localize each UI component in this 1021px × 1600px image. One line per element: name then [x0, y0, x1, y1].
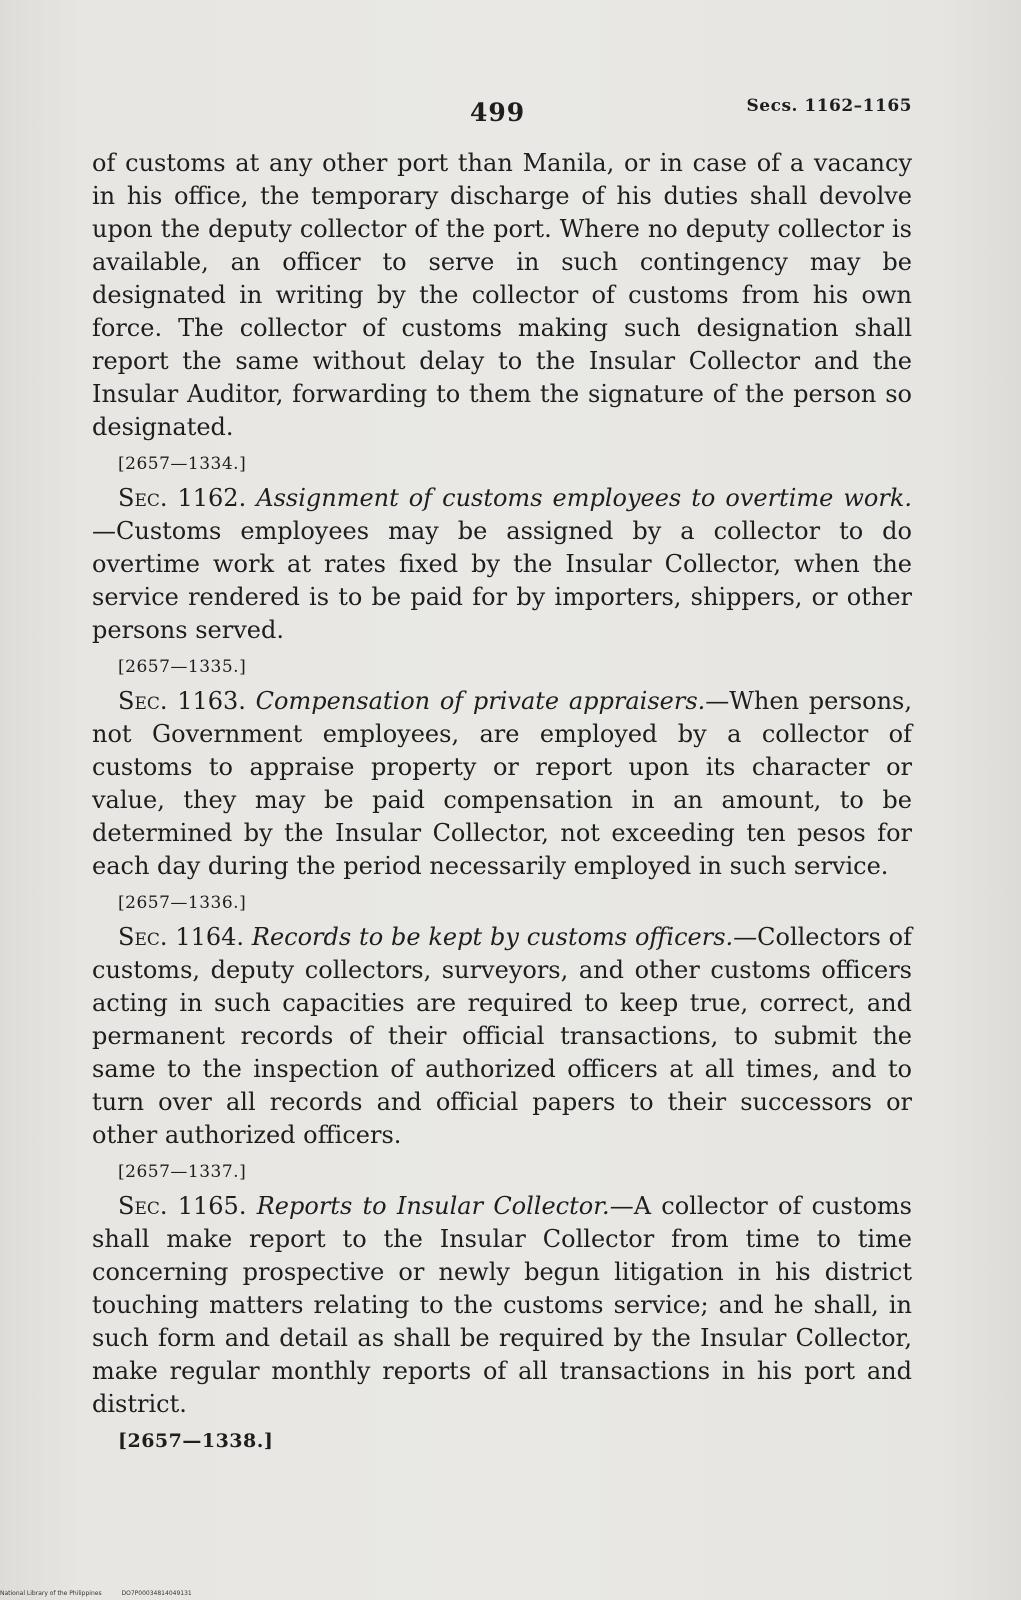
section-1164 — [92, 921, 912, 1152]
page-number: 499 — [470, 98, 526, 127]
section-title: Assignment of customs employees to overtime work. — [256, 484, 912, 512]
section-1165-reference: [2657—1338.] — [118, 1430, 274, 1452]
page-body — [92, 147, 912, 1459]
section-text: —Customs employees may be assigned by a collector to do overtime work at rates fixed by the Insular Collector, when the service rendered is to be paid for by importers, shippers, or other persons served. — [92, 517, 912, 644]
section-label: Sec. 1165. — [118, 1192, 247, 1220]
section-1163 — [92, 685, 912, 883]
page-header — [92, 92, 912, 132]
section-text: —A collector of customs shall make report to the Insular Collector from time to time concerning prospective or newly begun litigation in his district touching matters relating to the customs service; and he shall, in such form and detail as shall be required by the Insular Collector, make regular monthly reports of all transactions in his port and district. — [92, 1192, 912, 1418]
section-title: Compensation of private appraisers. — [255, 687, 706, 715]
section-title: Records to be kept by customs officers. — [251, 923, 734, 951]
section-title: Reports to Insular Collector. — [256, 1192, 610, 1220]
intro-paragraph: of customs at any other port than Manila, or in case of a vacancy in his office, the temporary discharge of his duties shall devolve upon the deputy collector of the port. Where no deputy collector is available, an officer to serve in such contingency may be designated in writing by the collector of customs from his own force. The collector of customs making such designation shall report the same without delay to the Insular Collector and the Insular Auditor, forwarding to them the signature of the person so designated. — [92, 149, 912, 441]
section-label: Sec. 1164. — [118, 923, 245, 951]
footer-code: DO7P00034814049131 — [121, 1590, 192, 1597]
section-1162-reference: [2657—1335.] — [118, 657, 247, 677]
footer-library: National Library of the Philippines — [0, 1590, 102, 1597]
section-1164-reference: [2657—1337.] — [118, 1162, 247, 1182]
intro-reference: [2657—1334.] — [118, 454, 247, 474]
section-label: Sec. 1163. — [118, 687, 246, 715]
running-head: Secs. 1162–1165 — [746, 96, 912, 116]
section-1165 — [92, 1190, 912, 1421]
section-text: —When persons, not Government employees, are employed by a collector of customs to appraise property or report upon its character or value, they may be paid compensation in an amount, to be determined by the Insular Collector, not exceeding ten pesos for each day during the period necessarily employed in such service. — [92, 687, 912, 880]
section-1162 — [92, 482, 912, 647]
scan-footer — [0, 1590, 210, 1597]
section-1163-reference: [2657—1336.] — [118, 893, 247, 913]
section-label: Sec. 1162. — [118, 484, 247, 512]
section-text: —Collectors of customs, deputy collectors, surveyors, and other customs officers acting in such capacities are required to keep true, correct, and permanent records of their official transactions, to submit the same to the inspection of authorized officers at all times, and to turn over all records and official papers to their successors or other authorized officers. — [92, 923, 913, 1149]
